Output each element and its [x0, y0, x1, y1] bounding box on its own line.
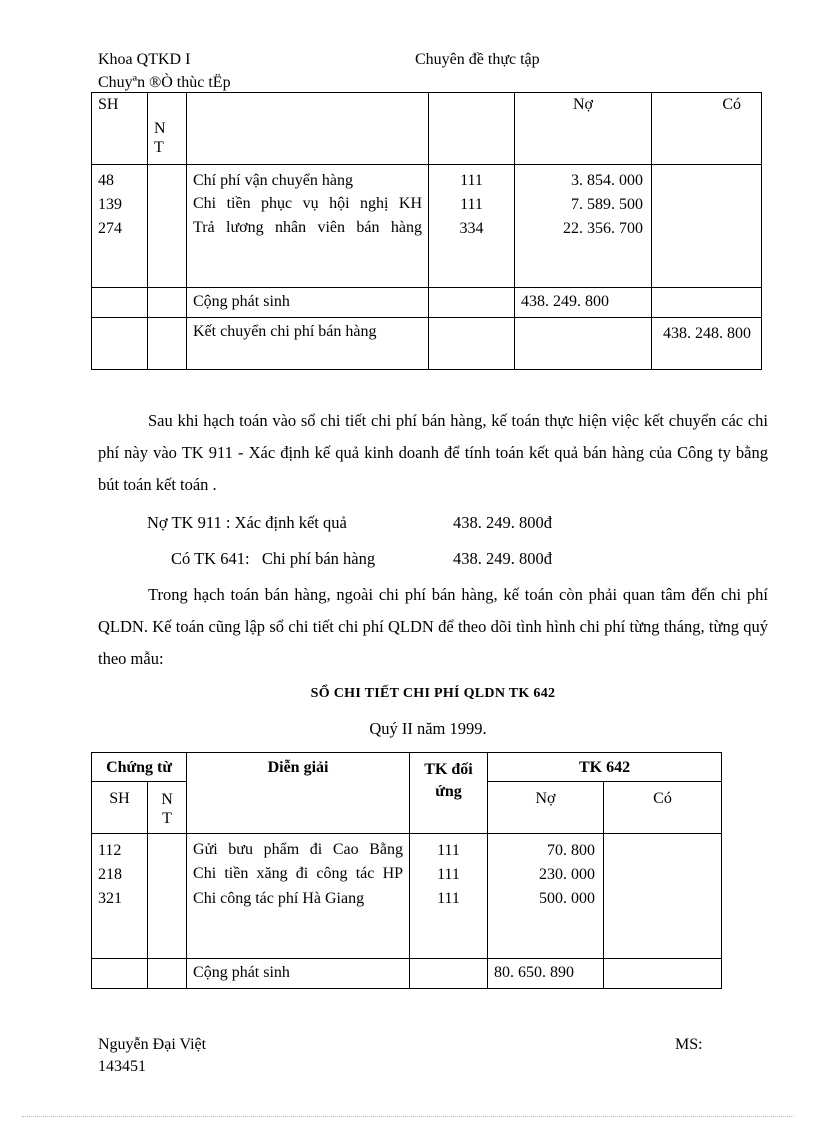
- page-divider: [22, 1116, 794, 1117]
- author-name: Nguyễn Đại Việt: [98, 1036, 207, 1053]
- table-row: [92, 288, 762, 318]
- transfer-credit: 438. 248. 800: [652, 318, 762, 370]
- debit-amounts: 3. 854. 000 7. 589. 500 22. 356. 700: [515, 165, 652, 288]
- col-sh-header: SH: [92, 782, 148, 834]
- debit-amounts: 70. 800 230. 000 500. 000: [488, 834, 604, 959]
- qldn-ledger-table: [91, 752, 722, 989]
- col-desc-header: [187, 93, 429, 165]
- total-label: Cộng phát sinh: [187, 959, 410, 989]
- total-debit: 438. 249. 800: [515, 288, 652, 318]
- table-row: [92, 834, 722, 959]
- col-acc-header: [429, 93, 515, 165]
- table-header-row: [92, 93, 762, 165]
- descriptions: Chí phí vận chuyển hàng Chi tiền phục vụ hội nghị KH Trả lương nhân viên bán hàng: [187, 165, 429, 288]
- voucher-numbers: 112 218 321: [92, 834, 148, 959]
- transfer-label: Kết chuyển chi phí bán hàng: [187, 318, 429, 370]
- header-title: Chuyên đề thực tập: [415, 51, 540, 68]
- col-credit-header: Có: [604, 782, 722, 834]
- col-debit-header: Nợ: [515, 93, 652, 165]
- voucher-numbers: 48 139 274: [92, 165, 148, 288]
- col-nt-header: N T: [148, 93, 187, 165]
- col-debit-header: Nợ: [488, 782, 604, 834]
- entry-debit-label: Nợ TK 911 : Xác định kết quả: [147, 513, 347, 532]
- ledger-title: SỔ CHI TIẾT CHI PHÍ QLDN TK 642: [310, 686, 556, 701]
- total-debit: 80. 650. 890: [488, 959, 604, 989]
- table-row: [92, 959, 722, 989]
- ms-value: 143451: [98, 1058, 146, 1075]
- contra-accounts: 111 111 334: [429, 165, 515, 288]
- entry-credit-value: 438. 249. 800đ: [453, 549, 552, 568]
- account-header: TK 642: [488, 753, 722, 782]
- table-row: [92, 318, 762, 370]
- table-row: [92, 165, 762, 288]
- contra-accounts: 111 111 111: [410, 834, 488, 959]
- paragraph-1: Sau khi hạch toán vào sổ chi tiết chi phí bán hàng, kế toán thực hiện việc kết chuyển các chi phí này vào TK 911 - Xác định kế quả kinh doanh để tính toán kết quả bán hàng của Công ty bằng bút toán kết toán .: [98, 411, 768, 494]
- header-faculty: Khoa QTKD I: [98, 51, 191, 68]
- entry-debit-value: 438. 249. 800đ: [453, 513, 552, 532]
- desc-header: Diễn giải: [187, 753, 410, 834]
- header-subtitle: Chuyªn ®Ò thùc tËp: [98, 74, 231, 91]
- total-label: Cộng phát sinh: [187, 288, 429, 318]
- descriptions: Gửi bưu phẩm đi Cao Bằng Chi tiền xăng đi công tác HP Chi công tác phí Hà Giang: [187, 834, 410, 959]
- voucher-group-header: Chứng từ: [92, 753, 187, 782]
- col-nt-header: N T: [148, 782, 187, 834]
- ms-label: MS:: [675, 1036, 703, 1053]
- col-credit-header: Có: [652, 93, 762, 165]
- col-sh-header: SH: [92, 93, 148, 165]
- contra-header: TK đối ứng: [410, 753, 488, 834]
- paragraph-2: Trong hạch toán bán hàng, ngoài chi phí bán hàng, kế toán còn phải quan tâm đến chi phí QLDN. Kế toán cũng lập sổ chi tiết chi phí QLDN để theo dõi tình hình chi phí từng tháng, từng quý theo mẫu:: [98, 585, 768, 668]
- table-header-row: [92, 753, 722, 782]
- ledger-subtitle: Quý II năm 1999.: [369, 719, 487, 738]
- entry-credit-label: Có TK 641: Chi phí bán hàng: [171, 549, 376, 568]
- expense-ledger-table: [91, 92, 762, 370]
